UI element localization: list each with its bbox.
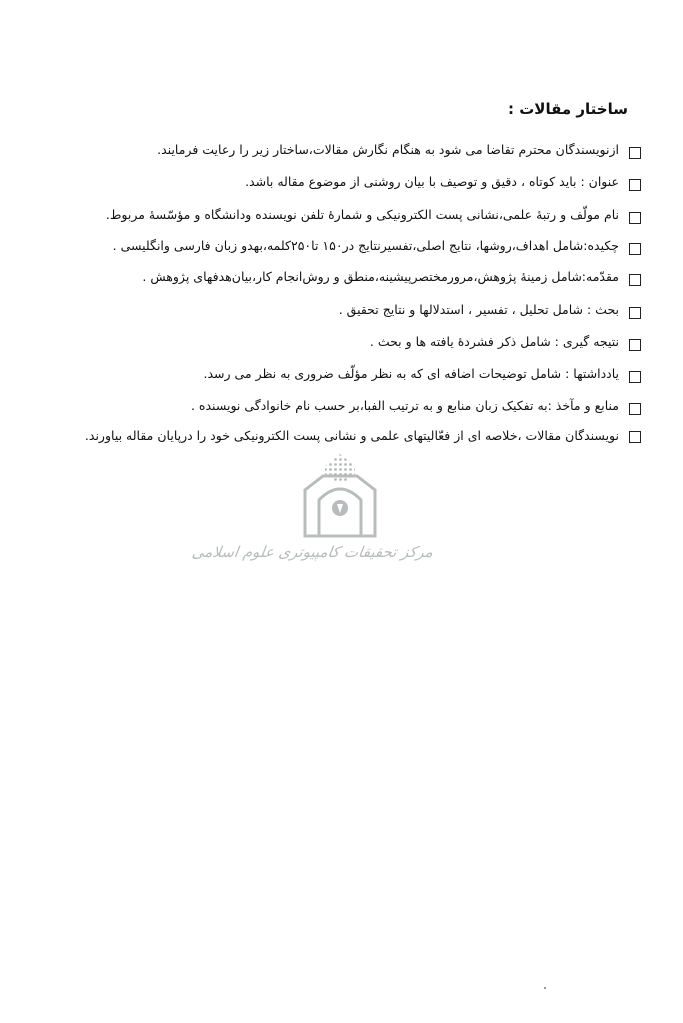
- section-title: ساختار مقالات :: [508, 100, 628, 118]
- checklist-item-text: مقدّمه:شامل زمینهٔ پژوهش،مرورمختصرپیشینه،منطق و روش‌انجام کار،بیان‌هدفهای پژوهش .: [142, 269, 619, 284]
- checkbox-icon: [629, 307, 641, 319]
- logo-caption: مرکز تحقیقات کامپیوتری علوم اسلامی: [190, 543, 435, 561]
- checkbox-icon: [629, 339, 641, 351]
- checklist-item-1: [60, 142, 641, 164]
- checkbox-icon: [629, 403, 641, 415]
- checklist-item-text: نام مولّف و رتبهٔ علمی،نشانی پست الکترونیکی و شمارهٔ تلفن نویسنده ودانشگاه و مؤسّسهٔ مربوط.: [105, 207, 619, 222]
- checklist-item-text: نتیجه گیری : شامل ذکر فشردهٔ یافته ها و بحث .: [369, 334, 619, 349]
- checklist-item-text: ازنویسندگان محترم تقاضا می شود به هنگام نگارش مقالات،ساختار زیر را رعایت فرمایند.: [157, 142, 619, 157]
- checklist-item-10: [70, 426, 641, 452]
- checklist-item-5: [60, 269, 641, 291]
- checklist-item-2: [60, 174, 641, 196]
- checkbox-icon: [629, 243, 641, 255]
- checkbox-icon: [629, 371, 641, 383]
- checklist-item-6: [60, 302, 641, 324]
- checkbox-icon: [629, 212, 641, 224]
- checklist-item-text: چکیده:شامل اهداف،روشها، نتایج اصلی،تفسیرنتایج در۱۵۰ تا۲۵۰کلمه،بهدو زبان فارسی وانگلیسی .: [112, 238, 619, 253]
- page-mark: [544, 987, 546, 989]
- institute-logo: [293, 452, 388, 542]
- checklist-item-text: یادداشتها : شامل توضیحات اضافه ای که به نظر مؤلّف ضروری به نظر می رسد.: [203, 366, 619, 381]
- checkbox-icon: [629, 147, 641, 159]
- checklist-item-8: [60, 366, 641, 388]
- checklist-item-text: عنوان : باید کوتاه ، دقیق و توصیف با بیان روشنی از موضوع مقاله باشد.: [245, 174, 619, 189]
- checklist-item-7: [60, 334, 641, 356]
- checkbox-icon: [629, 179, 641, 191]
- checkbox-icon: [629, 431, 641, 443]
- checklist-item-4: [60, 238, 641, 260]
- checklist-item-3: [60, 207, 641, 229]
- checklist-item-text: بحث : شامل تحلیل ، تفسیر ، استدلالها و نتایج تحقیق .: [338, 302, 619, 317]
- checklist-item-text: منابع و مآخذ :به تفکیک زبان منابع و به ترتیب الفبا،بر حسب نام خانوادگی نویسنده .: [190, 398, 619, 413]
- checkbox-icon: [629, 274, 641, 286]
- checklist-item-9: [60, 398, 641, 420]
- checklist-item-text: نویسندگان مقالات ،خلاصه ای از فعّالیتهای علمی و نشانی پست الکترونیکی خود را درپایان مقاله بیاورند.: [84, 428, 619, 443]
